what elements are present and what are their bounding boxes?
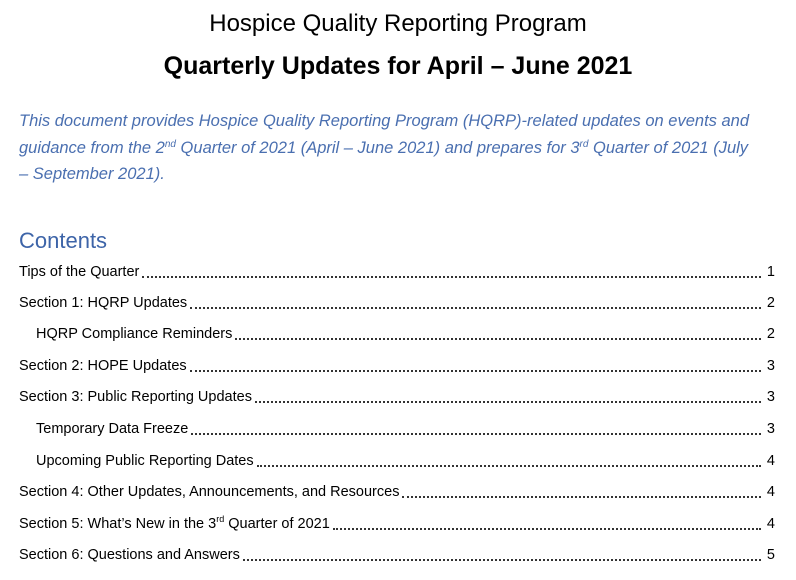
toc-entry-text-pre: Section 5: What’s New in the 3 [19, 515, 217, 532]
toc-entry-text[interactable]: Tips of the Quarter [19, 263, 140, 280]
toc-page-number: 4 [766, 483, 775, 500]
toc-entry-section-3[interactable] [19, 381, 775, 412]
document-title: Hospice Quality Reporting Program [209, 10, 587, 37]
toc-entry-text[interactable]: Section 4: Other Updates, Announcements, and Resources [19, 483, 400, 500]
toc-entry-text-post: Quarter of 2021 [224, 515, 330, 532]
toc-entry-compliance-reminders[interactable] [19, 318, 775, 349]
intro-text-1: This document provides Hospice Quality Reporting Program (HQRP)-related updates on events and guidance from the 2 [19, 112, 750, 157]
toc-entry-text-sup: rd [216, 513, 225, 524]
toc-page-number: 4 [766, 452, 775, 469]
contents-heading: Contents [19, 228, 108, 253]
toc-page-number: 2 [766, 294, 775, 311]
toc-entry-section-4[interactable] [19, 476, 775, 507]
toc-dot-leader [255, 400, 761, 403]
toc-entry-text[interactable]: Section 6: Questions and Answers [19, 546, 240, 563]
toc-page-number: 1 [766, 263, 775, 280]
toc-page-number: 3 [766, 388, 775, 405]
toc-entry-section-5[interactable] [19, 508, 775, 539]
toc-page-number: 5 [766, 546, 775, 563]
toc-entry-text[interactable]: Section 1: HQRP Updates [19, 294, 188, 311]
toc-entry-section-2[interactable] [19, 350, 775, 381]
toc-page-number: 3 [766, 357, 775, 374]
toc-page-number: 3 [766, 420, 775, 437]
toc-dot-leader [243, 558, 761, 561]
toc-entry-text[interactable]: Section 3: Public Reporting Updates [19, 388, 252, 405]
intro-text-3: Quarter of 2021 (July – September 2021). [19, 138, 749, 183]
toc-entry-text[interactable]: Upcoming Public Reporting Dates [36, 452, 254, 469]
intro-sup-1: nd [164, 138, 176, 150]
toc-page-number: 4 [766, 515, 775, 532]
toc-entry-text[interactable]: HQRP Compliance Reminders [36, 325, 233, 342]
toc-dot-leader [190, 369, 761, 372]
toc-entry-reporting-dates[interactable] [19, 445, 775, 476]
toc-dot-leader [142, 275, 761, 278]
toc-entry-text[interactable]: Temporary Data Freeze [36, 420, 189, 437]
toc-entry-tips[interactable] [19, 256, 775, 287]
toc-dot-leader [257, 464, 761, 467]
intro-paragraph [19, 108, 759, 188]
intro-text-2: Quarter of 2021 (April – June 2021) and prepares for 3 [175, 138, 580, 157]
toc-entry-data-freeze[interactable] [19, 413, 775, 444]
toc-entry-section-6[interactable] [19, 539, 775, 570]
toc-dot-leader [191, 432, 761, 435]
toc-entry-text[interactable]: Section 2: HOPE Updates [19, 357, 187, 374]
document-subtitle: Quarterly Updates for April – June 2021 [163, 52, 633, 80]
toc-dot-leader [235, 337, 761, 340]
toc-entry-text[interactable] [19, 513, 332, 532]
toc-dot-leader [402, 495, 761, 498]
toc-dot-leader [333, 527, 761, 530]
toc-entry-section-1[interactable] [19, 287, 775, 318]
toc-page-number: 2 [766, 325, 775, 342]
intro-sup-2: rd [579, 138, 589, 150]
toc-dot-leader [190, 306, 761, 309]
